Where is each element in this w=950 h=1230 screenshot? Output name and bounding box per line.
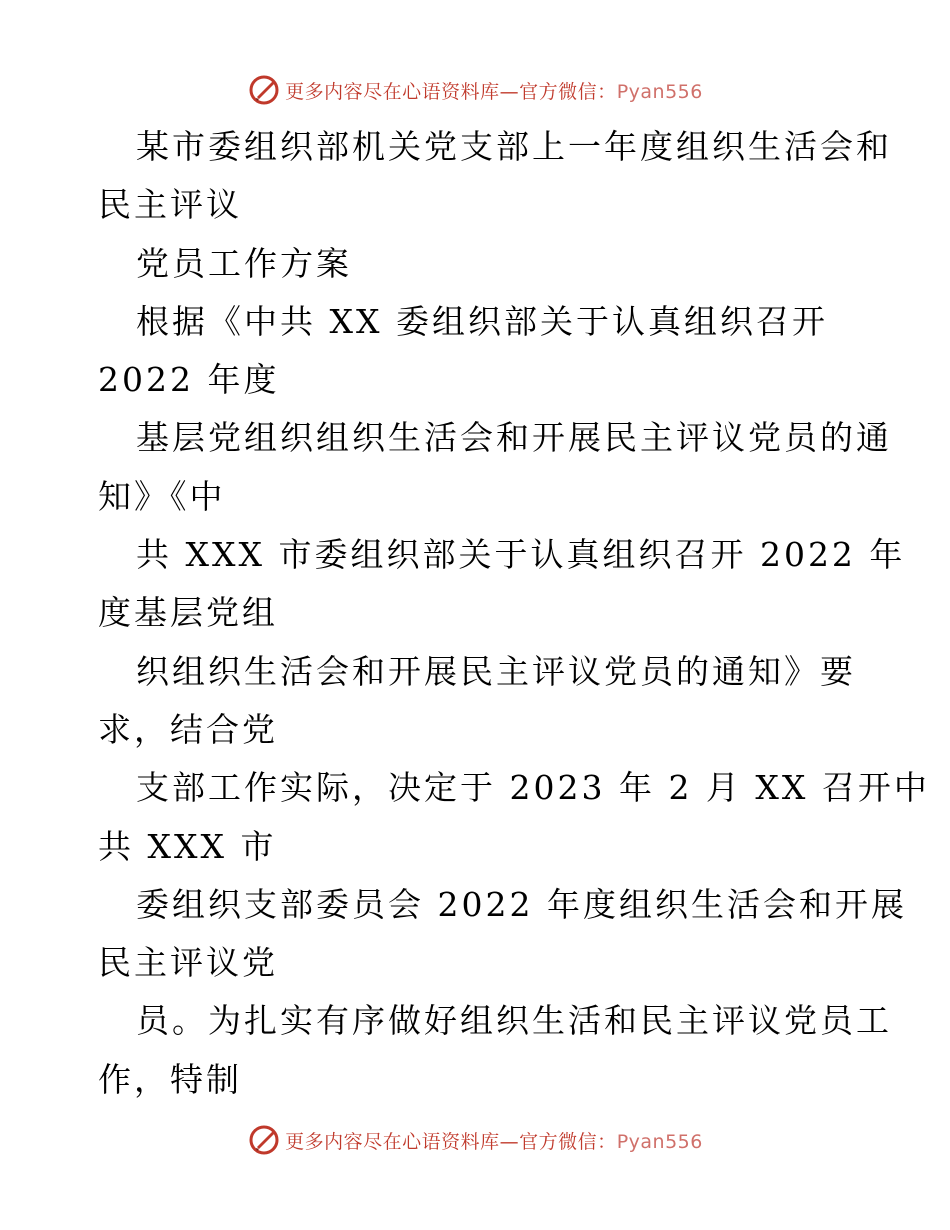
text-line: 共 XXX 市 xyxy=(98,826,277,866)
footer-watermark-banner xyxy=(0,1120,950,1160)
text-line: 度基层党组 xyxy=(98,593,278,633)
banner-contact-text: 官方微信： xyxy=(519,80,617,103)
text-line: 基层党组织组织生活会和开展民主评议党员的通 xyxy=(136,418,892,458)
quill-seal-icon xyxy=(247,1123,281,1157)
text-line: 民主评议 xyxy=(98,185,242,225)
header-watermark-banner xyxy=(0,70,950,110)
banner-contact-text: 官方微信： xyxy=(519,1130,617,1153)
text-line: 求，结合党 xyxy=(98,709,278,749)
banner-separator: — xyxy=(499,80,520,103)
banner-text xyxy=(285,1127,703,1154)
text-line: 作，特制 xyxy=(98,1059,242,1099)
document-body xyxy=(98,118,930,1109)
banner-separator: — xyxy=(499,1130,520,1153)
text-line: 2022 年度 xyxy=(98,360,280,400)
text-line: 织组织生活会和开展民主评议党员的通知》要 xyxy=(136,651,856,691)
banner-text xyxy=(285,77,703,104)
text-line: 民主评议党 xyxy=(98,943,278,983)
banner-promo-text: 更多内容尽在心语资料库 xyxy=(285,80,500,103)
text-line: 根据《中共 XX 委组织部关于认真组织召开 xyxy=(136,301,828,341)
text-line: 支部工作实际，决定于 2023 年 2 月 XX 召开中 xyxy=(136,768,930,808)
text-line: 共 XXX 市委组织部关于认真组织召开 2022 年 xyxy=(136,535,906,575)
title-line: 某市委组织部机关党支部上一年度组织生活会和 xyxy=(136,127,892,166)
text-line: 委组织支部委员会 2022 年度组织生活会和开展 xyxy=(136,884,907,924)
text-line: 党员工作方案 xyxy=(136,243,352,283)
text-line: 员。为扎实有序做好组织生活和民主评议党员工 xyxy=(136,1001,892,1041)
banner-wechat-id: Pyan556 xyxy=(616,1130,703,1153)
banner-wechat-id: Pyan556 xyxy=(616,80,703,103)
quill-seal-icon xyxy=(247,73,281,107)
banner-promo-text: 更多内容尽在心语资料库 xyxy=(285,1130,500,1153)
text-line: 知》《中 xyxy=(98,476,226,516)
